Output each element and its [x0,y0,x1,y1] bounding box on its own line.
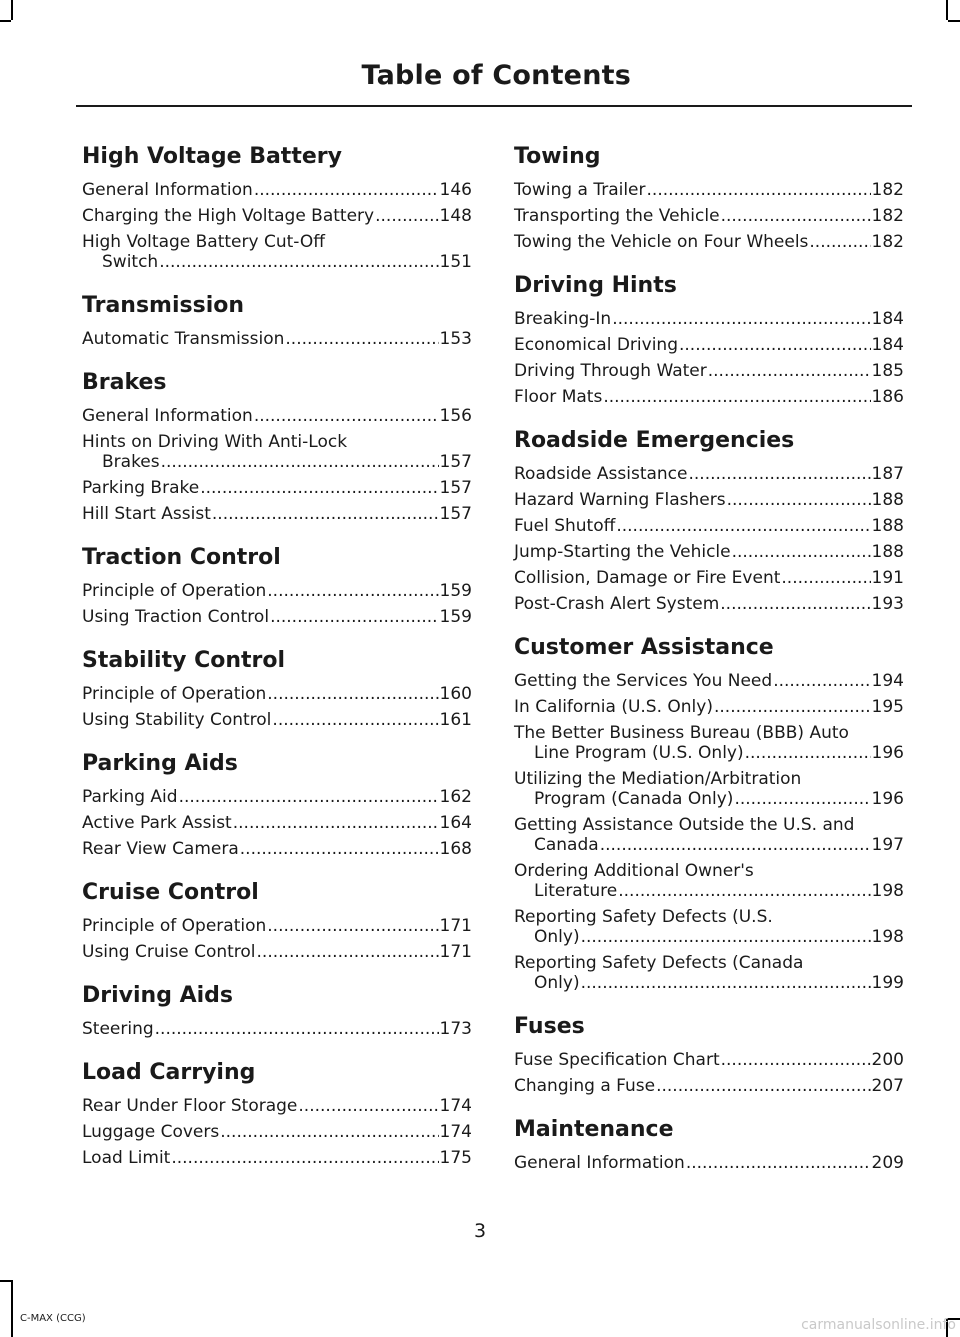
entry-label: Reporting Safety Defects (U.S. [514,907,773,927]
dot-leader [240,839,439,859]
entry-line [514,743,904,763]
entry-label-continued: Brakes [102,452,160,472]
entry-label: General Information [514,1153,685,1173]
entry-label-continued: Only) [534,973,580,993]
toc-entry[interactable] [82,504,472,524]
entry-label-continued: Line Program (U.S. Only) [534,743,744,763]
dot-leader [745,743,871,763]
entry-label: Principle of Operation [82,916,267,936]
crop-mark [11,1280,13,1337]
dot-leader [581,927,871,947]
entry-line [514,180,904,200]
entry-label: Parking Brake [82,478,200,498]
toc-section [82,981,472,1039]
dot-leader [734,789,870,809]
dot-leader [155,1019,439,1039]
toc-section [82,749,472,859]
toc-section [514,142,904,252]
entry-page-number: 188 [871,490,904,510]
entry-line [514,309,904,329]
dot-leader [781,568,870,588]
entry-label: Rear Under Floor Storage [82,1096,298,1116]
toc-entry[interactable] [82,813,472,833]
section-title: Roadside Emergencies [514,428,795,453]
toc-entry[interactable] [82,839,472,859]
dot-leader [212,504,439,524]
dot-leader [581,973,871,993]
entry-page-number: 159 [439,607,472,627]
entry-line [82,1122,472,1142]
entry-page-number: 196 [871,743,904,763]
entry-line [514,335,904,355]
toc-entry[interactable] [82,329,472,349]
entry-page-number: 188 [871,516,904,536]
entry-page-number: 184 [871,335,904,355]
toc-entry[interactable] [82,180,472,200]
dot-leader [298,1096,438,1116]
entry-page-number: 175 [439,1148,472,1168]
entry-label: Getting the Services You Need [514,671,773,691]
dot-leader [686,1153,871,1173]
entry-label: Reporting Safety Defects (Canada [514,953,804,973]
dot-leader [721,206,871,226]
toc-right-column [514,142,904,1192]
section-title: Parking Aids [82,751,238,776]
entry-page-number: 171 [439,916,472,936]
page-title: Table of Contents [361,60,631,91]
toc-entry[interactable] [514,697,904,717]
entry-label: Parking Aid [82,787,178,807]
entry-label: Driving Through Water [514,361,707,381]
toc-section [82,368,472,524]
dot-leader [618,881,870,901]
entry-line [514,232,904,252]
entry-label: Using Traction Control [82,607,270,627]
entry-label: Floor Mats [514,387,603,407]
entry-line [514,387,904,407]
entry-label: Using Cruise Control [82,942,256,962]
dot-leader [161,452,439,472]
toc-entry[interactable] [514,568,904,588]
footer-model: C-MAX (CCG) [20,1313,86,1324]
dot-leader [285,329,438,349]
entry-line [82,581,472,601]
entry-line [82,813,472,833]
dot-leader [257,942,439,962]
toc-entry[interactable] [82,710,472,730]
entry-page-number: 148 [439,206,472,226]
entry-label: Hints on Driving With Anti-Lock [82,432,348,452]
page-number: 3 [473,1220,487,1242]
entry-label: Transporting the Vehicle [514,206,720,226]
entry-label: Active Park Assist [82,813,232,833]
entry-page-number: 195 [871,697,904,717]
section-title: Cruise Control [82,880,259,905]
toc-entry[interactable] [514,1076,904,1096]
toc-section [514,633,904,993]
entry-page-number: 186 [871,387,904,407]
dot-leader [603,387,870,407]
dot-leader [732,542,871,562]
entry-line [82,206,472,226]
toc-entry[interactable] [514,206,904,226]
dot-leader [272,710,438,730]
entry-page-number: 209 [871,1153,904,1173]
section-title: Transmission [82,293,245,318]
entry-label: General Information [82,406,253,426]
entry-label: Economical Driving [514,335,678,355]
entry-page-number: 198 [871,927,904,947]
toc-entry[interactable] [82,432,472,472]
toc-entry[interactable] [514,1153,904,1173]
entry-page-number: 157 [439,504,472,524]
toc-entry[interactable] [514,464,904,484]
toc-entry[interactable] [82,1148,472,1168]
toc-section [82,142,472,272]
toc-entry[interactable] [82,942,472,962]
entry-label-continued: Switch [102,252,159,272]
entry-line [514,789,904,809]
dot-leader [720,594,870,614]
dot-leader [708,361,871,381]
toc-entry[interactable] [514,1050,904,1070]
entry-line [514,594,904,614]
entry-line [82,607,472,627]
toc-section [82,878,472,962]
entry-line [514,490,904,510]
entry-label: Steering [82,1019,154,1039]
entry-page-number: 162 [439,787,472,807]
entry-label-continued: Program (Canada Only) [534,789,734,809]
toc-entry[interactable] [514,723,904,763]
entry-line [514,973,904,993]
dot-leader [375,206,438,226]
dot-leader [233,813,439,833]
entry-page-number: 146 [439,180,472,200]
entry-page-number: 187 [871,464,904,484]
entry-label: Principle of Operation [82,684,267,704]
entry-page-number: 197 [871,835,904,855]
entry-page-number: 156 [439,406,472,426]
toc-entry[interactable] [514,671,904,691]
entry-label: Jump-Starting the Vehicle [514,542,731,562]
entry-label: Ordering Additional Owner's [514,861,754,881]
dot-leader [612,309,870,329]
entry-page-number: 153 [439,329,472,349]
entry-line [514,671,904,691]
dot-leader [267,684,438,704]
entry-line [514,361,904,381]
entry-line [514,1050,904,1070]
entry-page-number: 174 [439,1096,472,1116]
toc-entry[interactable] [82,1096,472,1116]
entry-line [82,684,472,704]
toc-entry[interactable] [82,581,472,601]
section-title: Driving Aids [82,983,234,1008]
entry-label: Hazard Warning Flashers [514,490,726,510]
dot-leader [656,1076,870,1096]
toc-section [514,426,904,614]
section-title: Traction Control [82,545,281,570]
dot-leader [679,335,871,355]
entry-label: Utilizing the Mediation/Arbitration [514,769,802,789]
dot-leader [616,516,870,536]
section-title: Maintenance [514,1117,674,1142]
dot-leader [600,835,871,855]
section-title: Load Carrying [82,1060,256,1085]
section-title: Brakes [82,370,167,395]
dot-leader [267,581,438,601]
dot-leader [159,252,438,272]
entry-label-continued: Literature [534,881,618,901]
entry-label: Rear View Camera [82,839,239,859]
entry-line [82,942,472,962]
entry-page-number: 160 [439,684,472,704]
entry-page-number: 193 [871,594,904,614]
toc-entry[interactable] [514,542,904,562]
toc-entry[interactable] [514,516,904,536]
entry-line [82,1148,472,1168]
dot-leader [727,490,871,510]
entry-label: Changing a Fuse [514,1076,656,1096]
dot-leader [714,697,871,717]
entry-page-number: 182 [871,180,904,200]
entry-label: Automatic Transmission [82,329,285,349]
entry-line [82,504,472,524]
toc-entry[interactable] [514,769,904,809]
entry-page-number: 188 [871,542,904,562]
entry-page-number: 157 [439,452,472,472]
entry-page-number: 199 [871,973,904,993]
entry-line [82,452,472,472]
entry-line [82,329,472,349]
entry-line [82,916,472,936]
entry-page-number: 168 [439,839,472,859]
toc-entry[interactable] [82,684,472,704]
entry-line [514,835,904,855]
entry-page-number: 196 [871,789,904,809]
entry-line [82,252,472,272]
entry-line [82,406,472,426]
entry-page-number: 171 [439,942,472,962]
entry-page-number: 184 [871,309,904,329]
entry-label: Towing a Trailer [514,180,646,200]
toc-entry[interactable] [514,594,904,614]
entry-page-number: 194 [871,671,904,691]
entry-line [514,697,904,717]
entry-page-number: 151 [439,252,472,272]
entry-line [514,464,904,484]
dot-leader [647,180,871,200]
dot-leader [254,406,439,426]
toc-entry[interactable] [514,180,904,200]
entry-label: Getting Assistance Outside the U.S. and [514,815,855,835]
toc-entry[interactable] [514,361,904,381]
entry-line [82,180,472,200]
crop-mark [948,20,960,22]
entry-label: The Better Business Bureau (BBB) Auto [514,723,849,743]
toc-entry[interactable] [514,861,904,901]
dot-leader [220,1122,438,1142]
section-title: Driving Hints [514,273,677,298]
entry-label: Principle of Operation [82,581,267,601]
dot-leader [721,1050,871,1070]
entry-label: Hill Start Assist [82,504,211,524]
entry-line [82,1096,472,1116]
entry-line [514,927,904,947]
entry-page-number: 159 [439,581,472,601]
dot-leader [688,464,870,484]
toc-entry[interactable] [82,206,472,226]
entry-page-number: 207 [871,1076,904,1096]
entry-page-number: 164 [439,813,472,833]
entry-label: Breaking-In [514,309,612,329]
entry-page-number: 173 [439,1019,472,1039]
entry-line [82,787,472,807]
toc-section [514,1012,904,1096]
dot-leader [171,1148,438,1168]
toc-entry[interactable] [514,232,904,252]
section-title: Stability Control [82,648,286,673]
toc-section [82,543,472,627]
dot-leader [270,607,438,627]
entry-line [514,516,904,536]
dot-leader [267,916,438,936]
entry-page-number: 182 [871,232,904,252]
dot-leader [254,180,439,200]
crop-mark [946,0,948,20]
toc-entry[interactable] [514,335,904,355]
toc-entry[interactable] [82,1122,472,1142]
toc-entry[interactable] [82,232,472,272]
toc-entry[interactable] [82,916,472,936]
dot-leader [179,787,439,807]
entry-page-number: 185 [871,361,904,381]
entry-page-number: 191 [871,568,904,588]
entry-line [514,881,904,901]
toc-entry[interactable] [514,907,904,947]
entry-label: Charging the High Voltage Battery [82,206,375,226]
toc-entry[interactable] [514,490,904,510]
entry-page-number: 200 [871,1050,904,1070]
section-title: Fuses [514,1014,585,1039]
entry-label: Luggage Covers [82,1122,220,1142]
entry-line [82,1019,472,1039]
entry-label-continued: Canada [534,835,599,855]
entry-line [514,206,904,226]
toc-entry[interactable] [514,815,904,855]
crop-mark [0,1280,11,1282]
entry-page-number: 157 [439,478,472,498]
toc-section [82,646,472,730]
toc-section [514,271,904,407]
toc-entry[interactable] [82,1019,472,1039]
toc-entry[interactable] [82,787,472,807]
section-title: Towing [514,144,601,169]
toc-left-column [82,142,472,1187]
toc-section [82,291,472,349]
entry-line [514,542,904,562]
entry-label: Using Stability Control [82,710,272,730]
entry-line [514,568,904,588]
entry-label: Fuel Shutoff [514,516,616,536]
header-divider [76,105,912,107]
entry-label: Post-Crash Alert System [514,594,720,614]
toc-entry[interactable] [514,309,904,329]
entry-page-number: 198 [871,881,904,901]
toc-entry[interactable] [514,953,904,993]
section-title: High Voltage Battery [82,144,342,169]
entry-line [82,839,472,859]
entry-label-continued: Only) [534,927,580,947]
entry-label: Collision, Damage or Fire Event [514,568,781,588]
entry-line [82,478,472,498]
toc-entry[interactable] [82,478,472,498]
entry-line [82,710,472,730]
entry-line [514,1076,904,1096]
toc-section [82,1058,472,1168]
dot-leader [809,232,870,252]
crop-mark [0,20,11,22]
toc-entry[interactable] [82,607,472,627]
entry-label: Fuse Specification Chart [514,1050,720,1070]
entry-label: Towing the Vehicle on Four Wheels [514,232,809,252]
toc-entry[interactable] [514,387,904,407]
entry-label: Roadside Assistance [514,464,688,484]
entry-label: General Information [82,180,253,200]
toc-entry[interactable] [82,406,472,426]
entry-page-number: 182 [871,206,904,226]
toc-section [514,1115,904,1173]
entry-line [514,1153,904,1173]
dot-leader [200,478,438,498]
watermark: carmanualsonline.info [801,1317,956,1333]
entry-page-number: 161 [439,710,472,730]
crop-mark [11,0,13,20]
entry-label: High Voltage Battery Cut-Off [82,232,325,252]
section-title: Customer Assistance [514,635,774,660]
entry-page-number: 174 [439,1122,472,1142]
dot-leader [773,671,870,691]
entry-label: In California (U.S. Only) [514,697,713,717]
entry-label: Load Limit [82,1148,171,1168]
